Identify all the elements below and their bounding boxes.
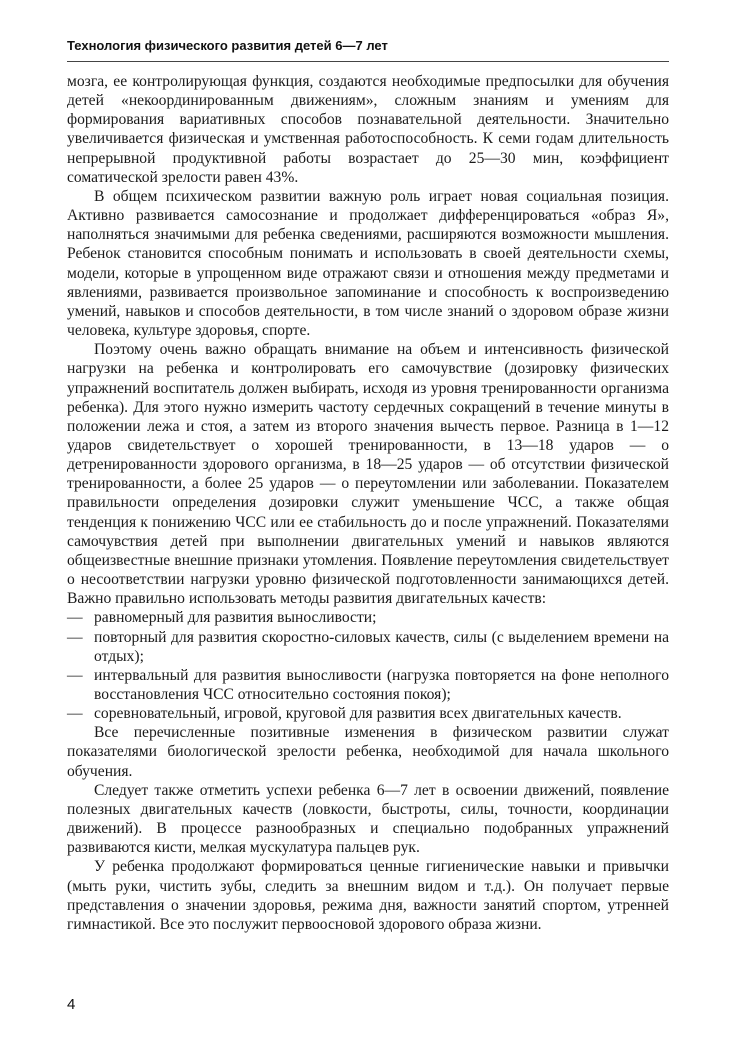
paragraph-continued: мозга, ее контролирующая функция, создаются необходимые предпосылки для обучения детей «некоординированным движениям», сложным знаниям и умениям для формирования вариативных способов познавательной деятельности. Значительно увеличивается физическая и умственная работоспособность. К семи годам длительность непрерывной продуктивной работы возрастает до 25—30 мин, коэффициент соматической зрелости равен 43%. [67,73,669,186]
list-item [67,666,669,704]
list-item [67,628,669,666]
list-item-text: равномерный для развития выносливости; [94,609,377,627]
list-dash: — [67,666,83,684]
page-body [67,72,669,934]
paragraph-social-position: В общем психическом развитии важную роль играет новая социальная позиция. Активно развивается самосознание и продолжает дифференцироваться «образ Я», наполняться значимыми для ребенка сведениями, расширяются возможности мышления. Ребенок становится способным понимать и использовать в своей деятельности схемы, модели, которые в упрощенном виде отражают связи и отношения между предметами и явлениями, развивается произвольное запоминание и способность к воспроизведению умений, навыков и способов деятельности, в том числе знаний о здоровом образе жизни человека, культуре здоровья, спорте. [67,187,669,340]
list-item-text: соревновательный, игровой, круговой для развития всех двигательных качеств. [94,705,622,723]
paragraph-physical-load: Поэтому очень важно обращать внимание на объем и интенсивность физической нагрузки на ребенка и контролировать его самочувствие (дозировку физических упражнений воспитатель должен выбирать, исходя из уровня тренированности организма ребенка). Для этого нужно измерить частоту сердечных сокращений в течение минуты в положении лежа и стоя, а затем из второго значения вычесть первое. Разница в 1—12 ударов свидетельствует о хорошей тренированности, в 13—18 ударов — о детренированности здорового организма, в 18—25 ударов — об отсутствии физической тренированности, а более 25 ударов — о переутомлении или заболевании. Показателем правильности определения дозировки служит уменьшение ЧСС, а также общая тенденция к понижению ЧСС или ее стабильность до и после упражнений. Показателями самочувствия детей при выполнении двигательных умений и навыков являются общеизвестные внешние признаки утомления. Появление переутомления свидетельствует о несоответствии нагрузки уровню физической подготовленности занимающихся детей. Важно правильно использовать методы развития двигательных качеств: [67,341,669,608]
list-dash: — [67,609,83,627]
list-dash: — [67,628,83,646]
methods-list [67,608,669,723]
list-item-text: повторный для развития скоростно-силовых качеств, силы (с выделением времени на отдых); [94,628,669,665]
running-header: Технология физического развития детей 6—7 лет [67,38,669,62]
paragraph-hygiene: У ребенка продолжают формироваться ценные гигиенические навыки и привычки (мыть руки, чистить зубы, следить за внешним видом и т.д.). Он получает первые представления о значении здоровья, режима дня, важности занятий спортом, утренней гимнастикой. Все это послужит первоосновой здорового образа жизни. [67,858,669,933]
paragraph-biological-maturity: Все перечисленные позитивные изменения в физическом развитии служат показателями биологической зрелости ребенка, необходимой для начала школьного обучения. [67,724,669,780]
list-item [67,704,669,723]
list-item [67,608,669,627]
list-dash: — [67,705,83,723]
list-item-text: интервальный для развития выносливости (нагрузка повторяется на фоне неполного восстановления ЧСС относительно состояния покоя); [94,666,669,703]
page-number: 4 [67,996,76,1013]
paragraph-motor-success: Следует также отметить успехи ребенка 6—7 лет в освоении движений, появление полезных двигательных качеств (ловкости, быстроты, силы, точности, координации движений). В процессе разнообразных и специально подобранных упражнений развиваются кисти, мелкая мускулатура пальцев рук. [67,781,669,857]
